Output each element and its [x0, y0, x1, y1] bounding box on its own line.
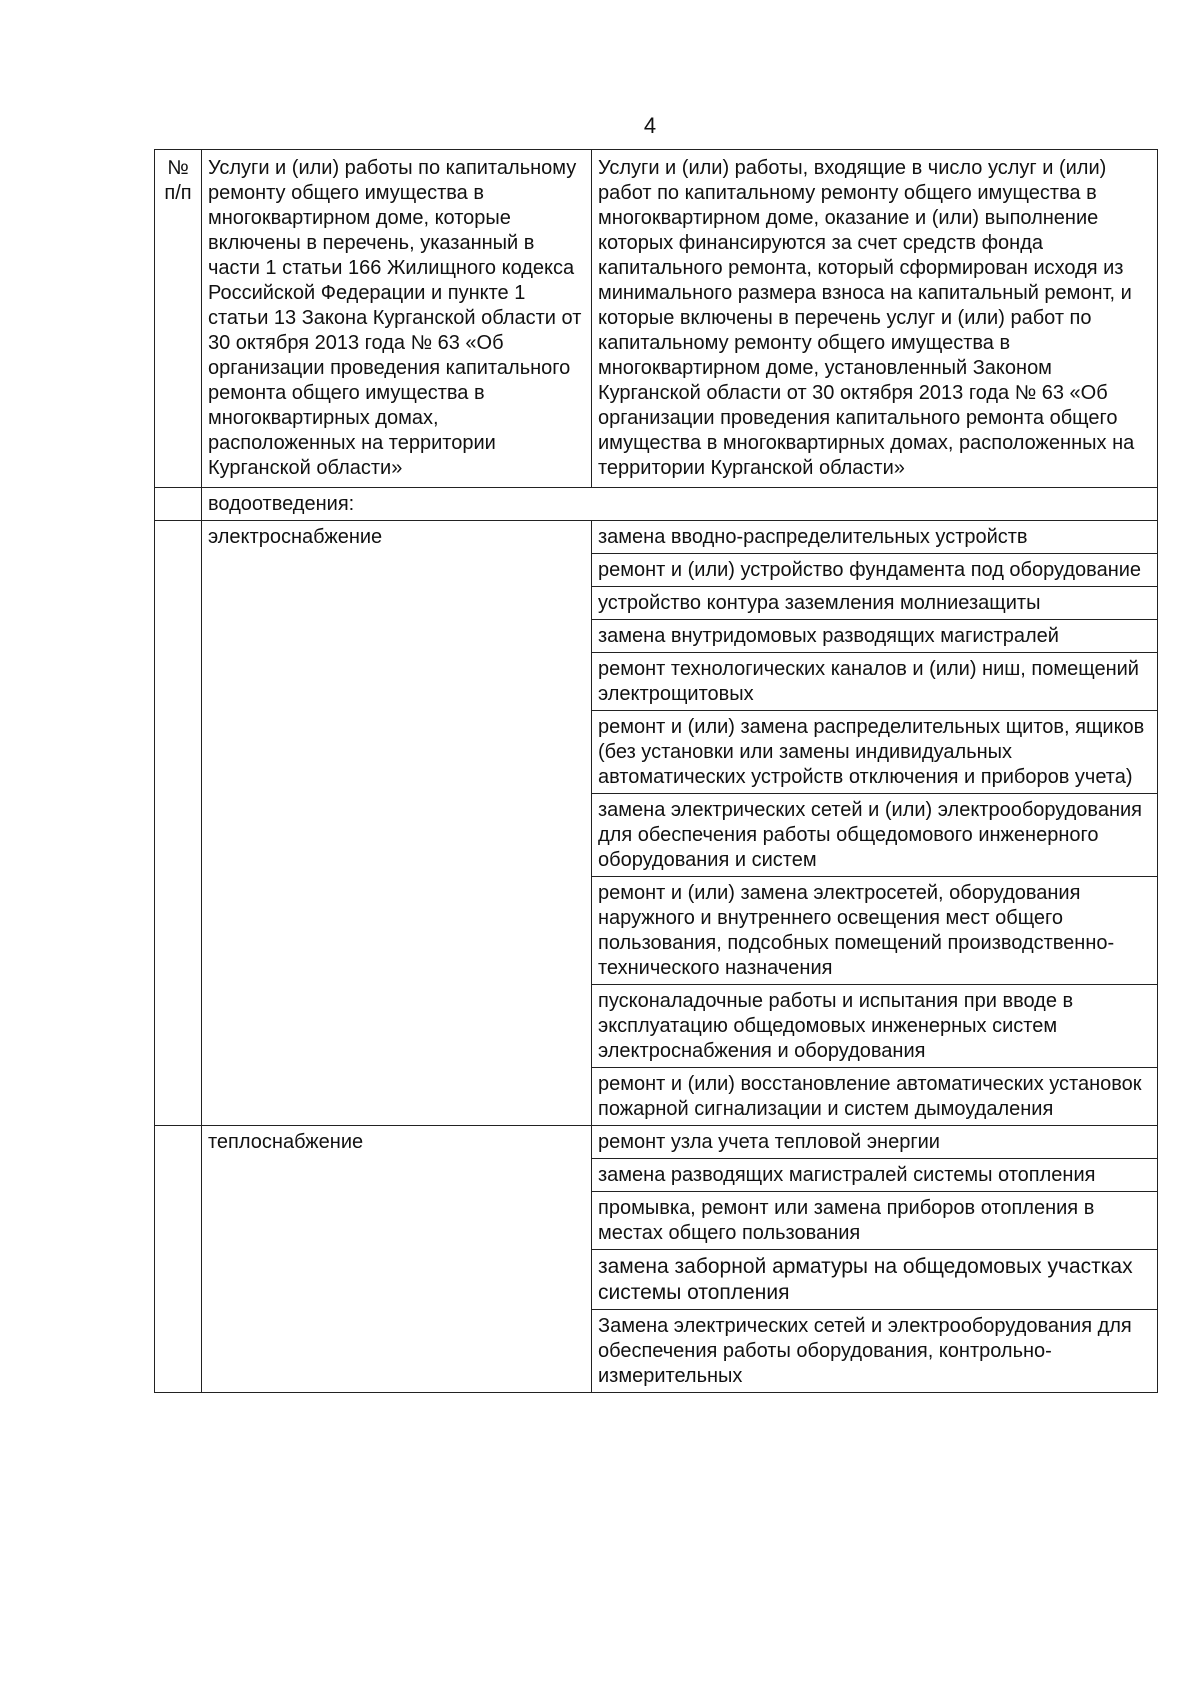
table-header-row: [155, 150, 1158, 488]
group-number-cell: [155, 521, 202, 1126]
work-cell: замена разводящих магистралей системы отопления: [592, 1159, 1158, 1192]
work-cell: замена заборной арматуры на общедомовых участках системы отопления: [592, 1250, 1158, 1310]
continuation-row: [155, 488, 1158, 521]
capital-repair-works-table: [154, 149, 1158, 1393]
work-cell: ремонт и (или) замена электросетей, оборудования наружного и внутреннего освещения мест общего пользования, подсобных помещений производственно-технического назначения: [592, 877, 1158, 985]
service-cell-electricity: электроснабжение: [202, 521, 592, 1126]
work-cell: замена электрических сетей и (или) электрооборудования для обеспечения работы общедомового инженерного оборудования и систем: [592, 794, 1158, 877]
header-works-cell: Услуги и (или) работы, входящие в число услуг и (или) работ по капитальному ремонту общего имущества в многоквартирном доме, оказание и (или) выполнение которых финансируются за счет средств фонда капитального ремонта, который сформирован исходя из минимального размера взноса на капитальный ремонт, и которые включены в перечень услуг и (или) работ по капитальному ремонту общего имущества в многоквартирном доме, установленный Законом Курганской области от 30 октября 2013 года № 63 «Об организации проведения капитального ремонта общего имущества в многоквартирных домах, расположенных на территории Курганской области»: [592, 150, 1158, 488]
header-services-cell: Услуги и (или) работы по капитальному ремонту общего имущества в многоквартирном доме, которые включены в перечень, указанный в части 1 статьи 166 Жилищного кодекса Российской Федерации и пункте 1 статьи 13 Закона Курганской области от 30 октября 2013 года № 63 «Об организации проведения капитального ремонта общего имущества в многоквартирных домах, расположенных на территории Курганской области»: [202, 150, 592, 488]
header-number-cell: № п/п: [155, 150, 202, 488]
work-cell: устройство контура заземления молниезащиты: [592, 587, 1158, 620]
work-cell: ремонт узла учета тепловой энергии: [592, 1126, 1158, 1159]
work-cell: Замена электрических сетей и электрооборудования для обеспечения работы оборудования, контрольно-измерительных: [592, 1310, 1158, 1393]
page-number: 4: [643, 113, 657, 138]
work-cell: ремонт технологических каналов и (или) ниш, помещений электрощитовых: [592, 653, 1158, 711]
work-cell: замена внутридомовых разводящих магистралей: [592, 620, 1158, 653]
work-cell: ремонт и (или) восстановление автоматических установок пожарной сигнализации и систем дымоудаления: [592, 1068, 1158, 1126]
continuation-number-cell: [155, 488, 202, 521]
work-cell: замена вводно-распределительных устройств: [592, 521, 1158, 554]
table-row: [155, 1126, 1158, 1159]
work-cell: промывка, ремонт или замена приборов отопления в местах общего пользования: [592, 1192, 1158, 1250]
continuation-label: водоотведения:: [202, 488, 1158, 521]
table-row: [155, 521, 1158, 554]
group-number-cell: [155, 1126, 202, 1393]
work-cell: пусконаладочные работы и испытания при вводе в эксплуатацию общедомовых инженерных систем электроснабжения и оборудования: [592, 985, 1158, 1068]
work-cell: ремонт и (или) замена распределительных щитов, ящиков (без установки или замены индивидуальных автоматических устройств отключения и приборов учета): [592, 711, 1158, 794]
service-cell-heating: теплоснабжение: [202, 1126, 592, 1393]
work-cell: ремонт и (или) устройство фундамента под оборудование: [592, 554, 1158, 587]
